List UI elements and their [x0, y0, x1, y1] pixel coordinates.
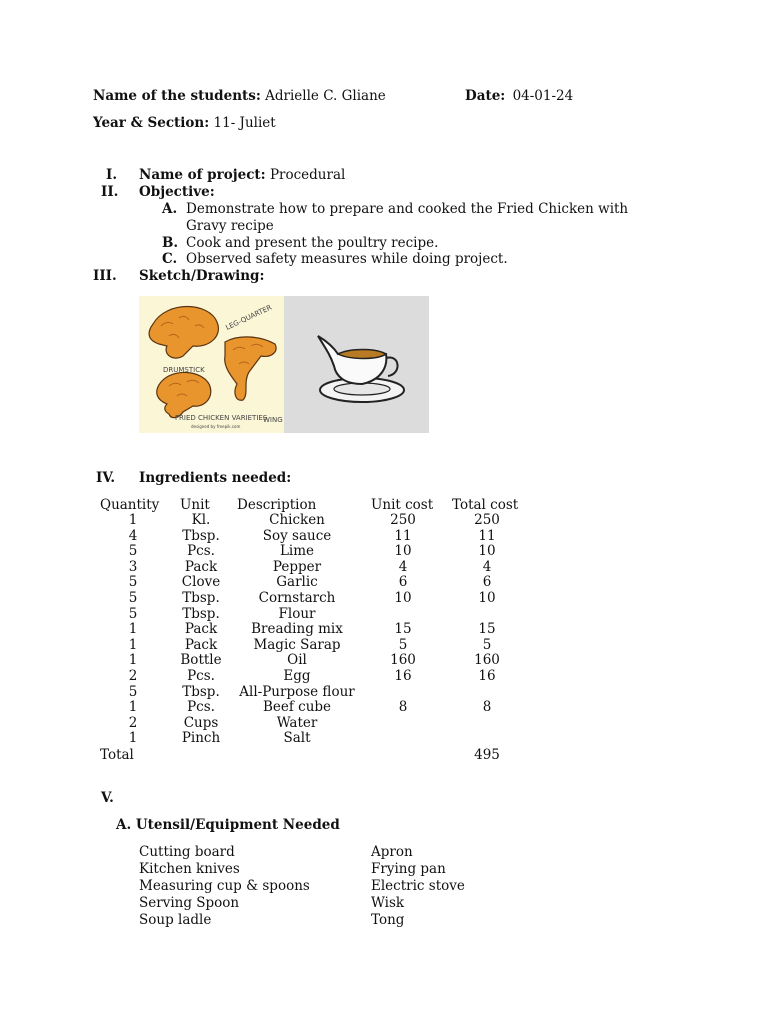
- date-value: 04-01-24: [512, 88, 574, 104]
- total-cost-cell: 8: [482, 699, 492, 716]
- quantity-cell: 4: [128, 527, 138, 544]
- svg-text:FRIED CHICKEN VARIETIES: FRIED CHICKEN VARIETIES: [175, 414, 268, 422]
- utensil-item: Wisk: [371, 895, 405, 911]
- objective-c-text: Observed safety measures while doing project.: [186, 251, 508, 267]
- unit-cost-cell: 8: [398, 699, 408, 716]
- sketch-image: [139, 296, 429, 433]
- col-header-total-cost: Total cost: [452, 497, 519, 513]
- total-cost-cell: 11: [478, 527, 496, 544]
- project-name-label: Name of project:: [139, 167, 266, 183]
- utensils-label: A. Utensil/Equipment Needed: [116, 817, 340, 833]
- description-cell: Breading mix: [251, 621, 343, 638]
- col-header-unit-cost: Unit cost: [371, 497, 434, 513]
- unit-cost-cell: 11: [394, 527, 412, 544]
- utensil-item: Frying pan: [371, 861, 446, 877]
- unit-cost-cell: 10: [394, 543, 412, 560]
- total-cost-cell: 16: [478, 668, 496, 684]
- svg-text:designed by freepik.com: designed by freepik.com: [191, 424, 241, 429]
- unit-cell: Tbsp.: [182, 527, 220, 544]
- student-name-label: Name of the students:: [93, 88, 261, 104]
- quantity-cell: 5: [128, 574, 138, 591]
- date-label: Date:: [465, 88, 506, 104]
- unit-cell: Bottle: [180, 652, 222, 669]
- quantity-cell: 5: [128, 590, 138, 606]
- unit-cell: Pcs.: [187, 668, 215, 684]
- description-cell: Egg: [283, 668, 311, 684]
- unit-cell: Clove: [181, 574, 221, 591]
- utensil-item: Tong: [371, 912, 405, 928]
- sketch-label: Sketch/Drawing:: [139, 268, 265, 284]
- objective-a-line1: Demonstrate how to prepare and cooked the Fried Chicken with: [186, 201, 629, 217]
- quantity-cell: 5: [128, 543, 138, 560]
- quantity-cell: 1: [128, 699, 138, 716]
- description-cell: Flour: [278, 605, 316, 622]
- unit-cell: Tbsp.: [182, 605, 220, 622]
- quantity-cell: 5: [128, 683, 138, 700]
- objective-c-letter: C.: [162, 251, 178, 267]
- description-cell: Salt: [283, 730, 311, 747]
- section-label: Year & Section:: [93, 115, 210, 131]
- unit-cell: Pack: [184, 558, 218, 575]
- unit-cell: Tbsp.: [182, 590, 220, 606]
- utensil-item: Kitchen knives: [139, 861, 240, 877]
- unit-cost-cell: 250: [390, 512, 416, 528]
- description-cell: Beef cube: [262, 699, 332, 716]
- unit-cost-cell: 16: [394, 668, 412, 684]
- quantity-cell: 2: [128, 714, 138, 731]
- project-name-value: Procedural: [269, 167, 346, 183]
- utensil-item: Soup ladle: [139, 912, 212, 928]
- total-value: 495: [474, 747, 500, 763]
- description-cell: Pepper: [272, 558, 322, 575]
- unit-cell: Tbsp.: [182, 683, 220, 700]
- description-cell: Garlic: [276, 574, 318, 591]
- unit-cell: Pcs.: [187, 543, 215, 560]
- total-cost-cell: 6: [482, 574, 492, 591]
- total-cost-cell: 10: [478, 590, 496, 606]
- total-label: Total: [100, 747, 134, 763]
- col-header-quantity: Quantity: [100, 497, 160, 513]
- quantity-cell: 1: [128, 730, 138, 747]
- quantity-cell: 2: [128, 668, 138, 684]
- description-cell: Chicken: [269, 512, 325, 528]
- svg-text:WING: WING: [263, 416, 283, 424]
- unit-cell: Pack: [184, 621, 218, 638]
- unit-cost-cell: 6: [398, 574, 408, 591]
- quantity-cell: 1: [128, 636, 138, 653]
- unit-cost-cell: 5: [398, 636, 408, 653]
- objective-a-line2: Gravy recipe: [186, 218, 274, 234]
- description-cell: Magic Sarap: [253, 636, 341, 653]
- svg-text:DRUMSTICK: DRUMSTICK: [163, 366, 205, 374]
- col-header-unit: Unit: [180, 497, 210, 513]
- unit-cell: Pcs.: [187, 699, 215, 716]
- svg-text:LEG-QUARTER: LEG-QUARTER: [224, 303, 274, 332]
- project-name-line: [139, 167, 345, 183]
- unit-cell: Cups: [183, 714, 219, 731]
- unit-cost-cell: 10: [394, 590, 412, 606]
- section-line: [93, 115, 276, 131]
- ingredients-label: Ingredients needed:: [139, 470, 292, 486]
- quantity-cell: 1: [128, 621, 138, 638]
- utensil-item: Electric stove: [371, 878, 465, 894]
- section-5-number: V.: [101, 790, 114, 806]
- description-cell: All-Purpose flour: [239, 683, 355, 700]
- objective-a-letter: A.: [162, 201, 178, 217]
- description-cell: Cornstarch: [258, 590, 336, 606]
- section-2-number: II.: [101, 184, 119, 200]
- utensil-item: Serving Spoon: [139, 895, 240, 911]
- section-value: 11- Juliet: [213, 115, 276, 131]
- total-cost-cell: 5: [482, 636, 492, 653]
- quantity-cell: 3: [128, 558, 138, 575]
- description-cell: Water: [276, 714, 318, 731]
- gravy-boat-illustration: [284, 296, 429, 433]
- total-cost-cell: 15: [478, 621, 496, 638]
- unit-cost-cell: 160: [390, 652, 416, 669]
- description-cell: Soy sauce: [262, 527, 332, 544]
- section-3-number: III.: [93, 268, 117, 284]
- quantity-cell: 1: [128, 652, 138, 669]
- date-line: [465, 88, 573, 104]
- unit-cost-cell: 4: [398, 558, 408, 575]
- description-cell: Lime: [279, 543, 315, 560]
- total-cost-cell: 250: [474, 512, 500, 528]
- fried-chicken-illustration: [139, 296, 284, 433]
- unit-cell: Kl.: [191, 512, 211, 528]
- student-name-value: Adrielle C. Gliane: [265, 88, 386, 104]
- description-cell: Oil: [287, 652, 307, 669]
- utensil-item: Measuring cup & spoons: [139, 878, 310, 894]
- objective-b-letter: B.: [162, 235, 179, 251]
- utensil-item: Cutting board: [139, 844, 235, 860]
- quantity-cell: 5: [128, 605, 138, 622]
- objective-b-text: Cook and present the poultry recipe.: [186, 235, 439, 251]
- unit-cell: Pinch: [181, 730, 221, 747]
- unit-cost-cell: 15: [394, 621, 412, 638]
- unit-cell: Pack: [184, 636, 218, 653]
- quantity-cell: 1: [128, 512, 138, 528]
- total-cost-cell: 160: [474, 652, 500, 669]
- objective-label: Objective:: [139, 184, 215, 200]
- total-cost-cell: 10: [478, 543, 496, 560]
- col-header-description: Description: [237, 497, 317, 513]
- student-name-line: [93, 88, 386, 104]
- section-1-number: I.: [106, 167, 118, 183]
- total-cost-cell: 4: [482, 558, 492, 575]
- utensil-item: Apron: [371, 844, 413, 860]
- section-4-number: IV.: [96, 470, 116, 486]
